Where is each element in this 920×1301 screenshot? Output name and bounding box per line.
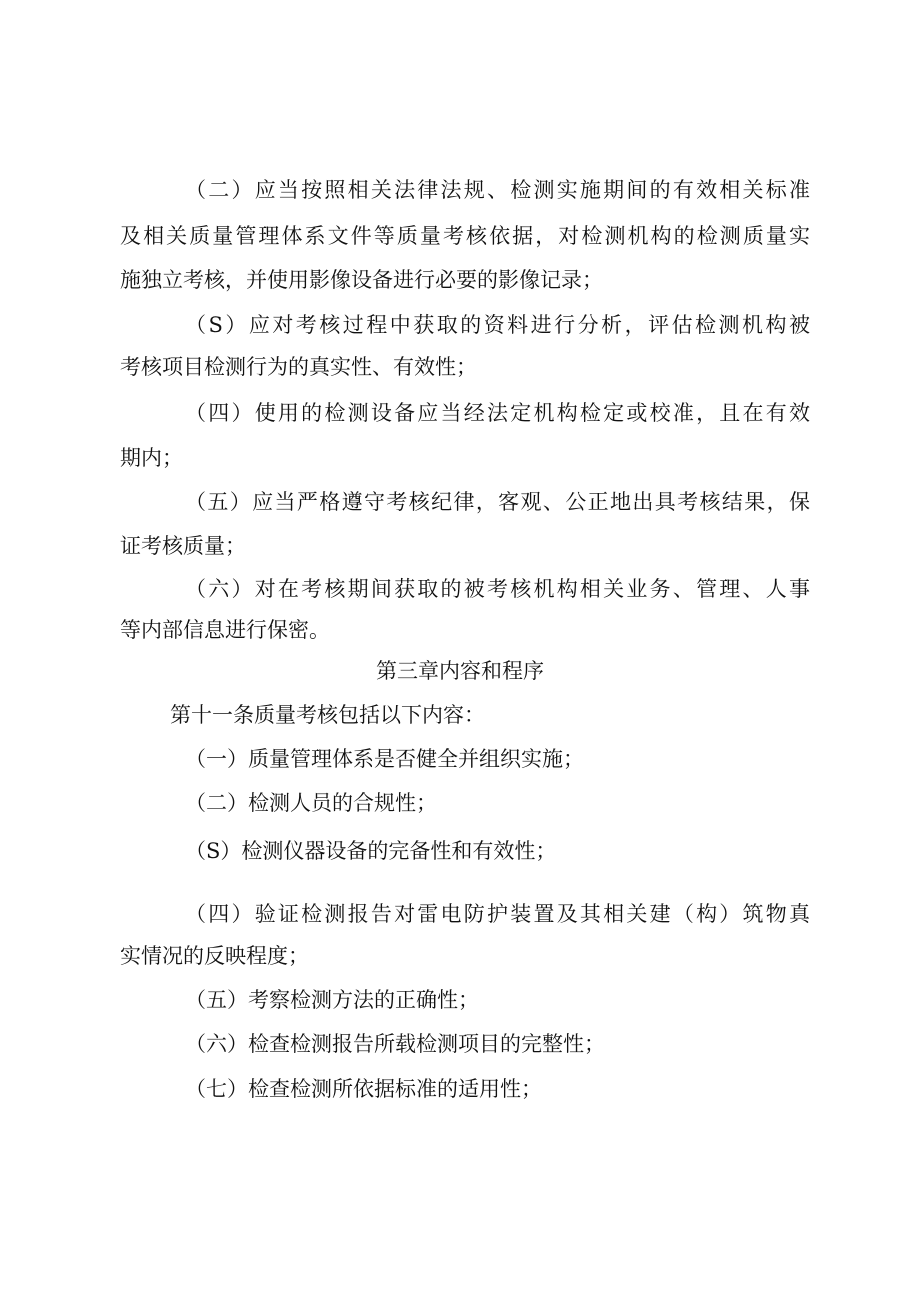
- paragraph-line: （S）应对考核过程中获取的资料进行分析，评估检测机构被: [185, 313, 810, 337]
- paragraph-line: 施独立考核，并使用影像设备进行必要的影像记录；: [120, 268, 603, 292]
- paragraph-line: （二）应当按照相关法律法规、检测实施期间的有效相关标准: [185, 178, 810, 202]
- list-item: （六）检查检测报告所载检测项目的完整性；: [185, 1032, 605, 1056]
- list-item-continuation: 实情况的反映程度；: [120, 944, 309, 968]
- list-item: （二）检测人员的合规性；: [185, 791, 437, 815]
- paragraph-line: （六）对在考核期间获取的被考核机构相关业务、管理、人事: [185, 577, 810, 601]
- article-title: 第十一条质量考核包括以下内容：: [170, 703, 485, 727]
- paragraph-line: 考核项目检测行为的真实性、有效性；: [120, 355, 477, 379]
- paragraph-line: （四）使用的检测设备应当经法定机构检定或校准，且在有效: [185, 401, 810, 425]
- paragraph-line: 期内；: [120, 446, 183, 470]
- paragraph-line: 等内部信息进行保密。: [120, 618, 330, 642]
- list-item: （四）验证检测报告对雷电防护装置及其相关建（构）筑物真: [185, 902, 810, 926]
- paragraph-line: （五）应当严格遵守考核纪律，客观、公正地出具考核结果，保: [185, 490, 810, 514]
- list-item: （五）考察检测方法的正确性；: [185, 988, 479, 1012]
- chapter-heading: 第三章内容和程序: [376, 659, 544, 683]
- list-item: （一）质量管理体系是否健全并组织实施；: [185, 747, 584, 771]
- paragraph-line: 证考核质量；: [120, 534, 246, 558]
- list-item: （七）检查检测所依据标准的适用性；: [185, 1077, 542, 1101]
- paragraph-line: 及相关质量管理体系文件等质量考核依据，对检测机构的检测质量实: [120, 224, 810, 248]
- list-item: （S）检测仪器设备的完备性和有效性；: [185, 839, 557, 863]
